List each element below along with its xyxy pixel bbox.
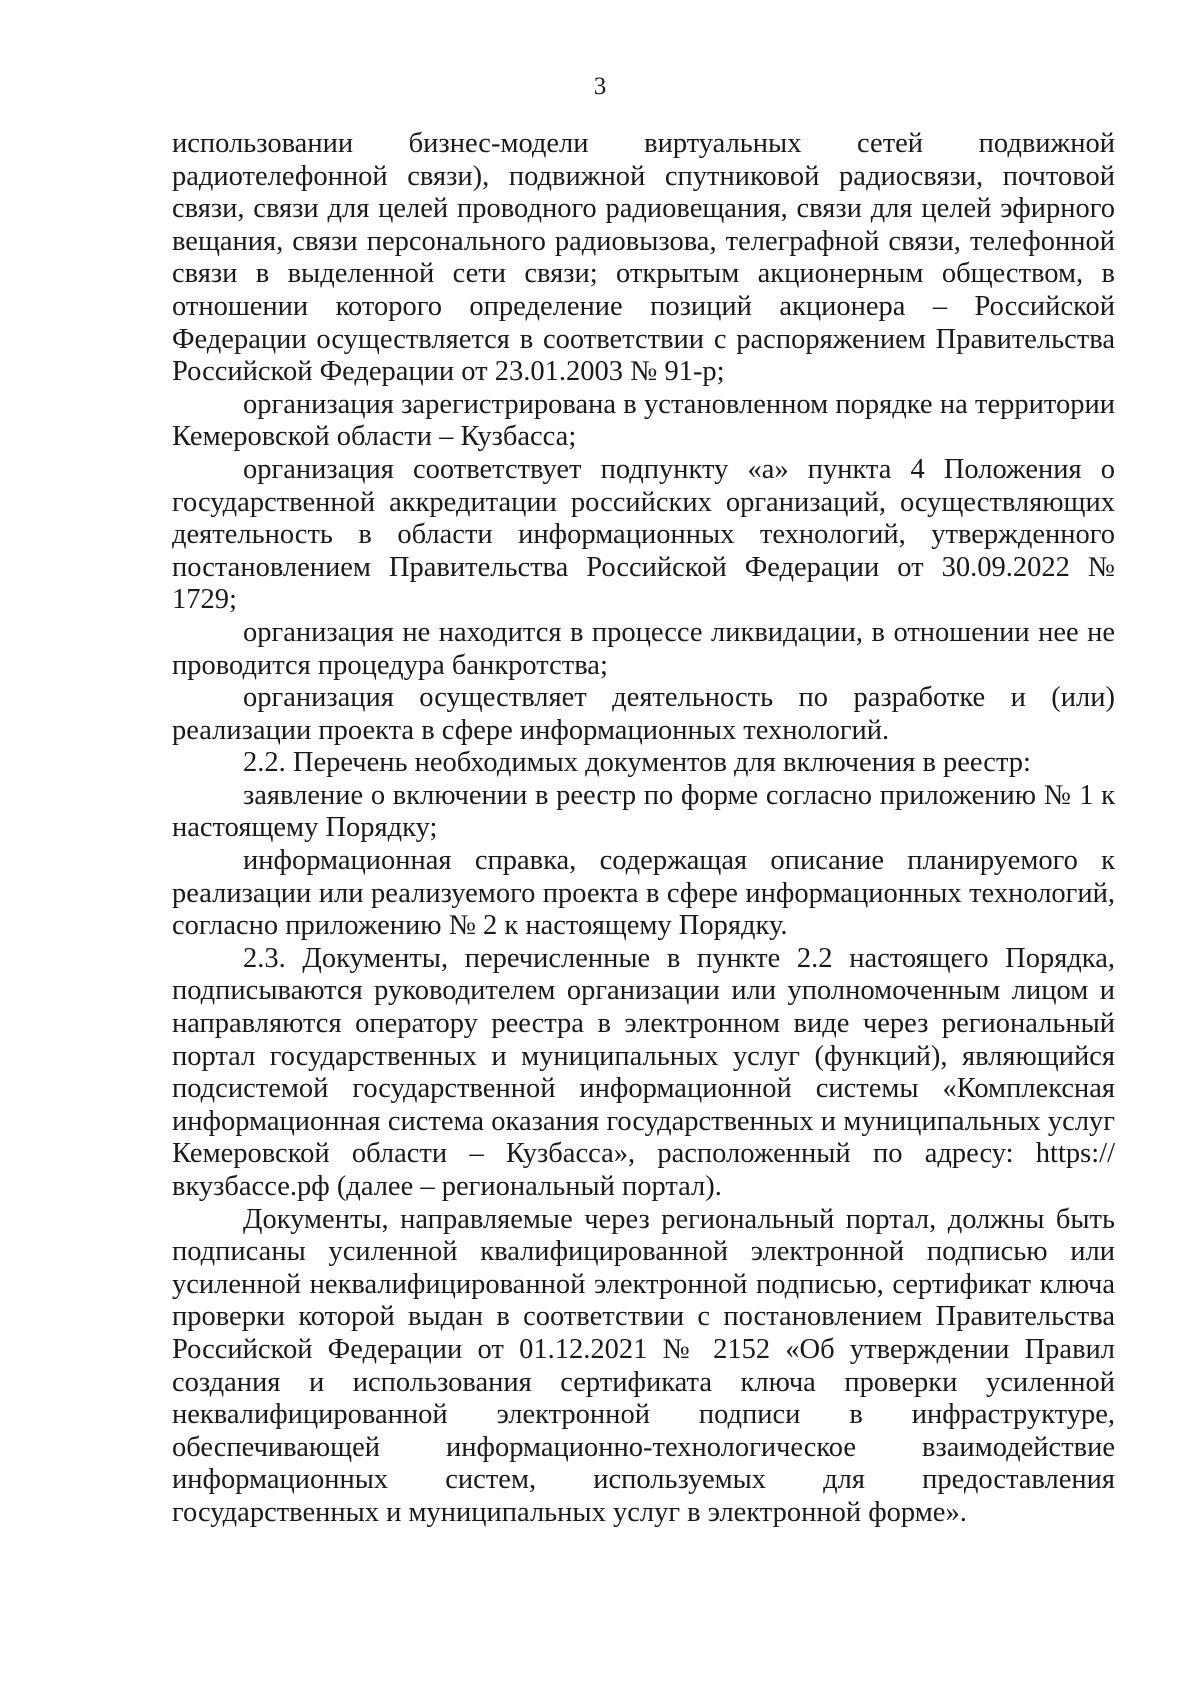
paragraph-registration: организация зарегистрирована в установленном порядке на территории Кемеровской области – Кузбасса; (172, 388, 1115, 453)
paragraph-info-reference: информационная справка, содержащая описание планируемого к реализации или реализуемого проекта в сфере информационных технологий, согласно приложению № 2 к настоящему Порядку. (172, 845, 1115, 942)
paragraph-signature: Документы, направляемые через региональный портал, должны быть подписаны усиленной квалифицированной электронной подписью или усиленной неквалифицированной электронной подписью, сертификат ключа проверки которой выдан в соответствии с постановлением Правительства Российской Федерации от 01.12.2021 № 2152 «Об утверждении Правил создания и использования сертификата ключа проверки усиленной неквалифицированной электронной подписи в инфраструктуре, обеспечивающей информационно-технологическое взаимодействие информационных систем, используемых для предоставления государственных и муниципальных услуг в электронной форме». (172, 1203, 1115, 1528)
paragraph-continuation: использовании бизнес-модели виртуальных сетей подвижной радиотелефонной связи), подвижной спутниковой радиосвязи, почтовой связи, связи для целей проводного радиовещания, связи для целей эфирного вещания, связи персонального радиовызова, телеграфной связи, телефонной связи в выделенной сети связи; открытым акционерным обществом, в отношении которого определение позиций акционера – Российской Федерации осуществляется в соответствии с распоряжением Правительства Российской Федерации от 23.01.2003 № 91-р; (172, 128, 1115, 388)
paragraph-accreditation: организация соответствует подпункту «а» пункта 4 Положения о государственной аккредитации российских организаций, осуществляющих деятельность в области информационных технологий, утвержденного постановлением Правительства Российской Федерации от 30.09.2022 № 1729; (172, 453, 1115, 616)
page-number: 3 (593, 73, 607, 100)
paragraph-liquidation: организация не находится в процессе ликвидации, в отношении нее не проводится процедура банкротства; (172, 616, 1115, 681)
paragraph-section-2-3: 2.3. Документы, перечисленные в пункте 2.2 настоящего Порядка, подписываются руководителем организации или уполномоченным лицом и направляются оператору реестра в электронном виде через региональный портал государственных и муниципальных услуг (функций), являющийся подсистемой государственной информационной системы «Комплексная информационная система оказания государственных и муниципальных услуг Кемеровской области – Кузбасса», расположенный по адресу: https://вкузбассе.рф (далее – региональный портал). (172, 942, 1115, 1202)
paragraph-application: заявление о включении в реестр по форме согласно приложению № 1 к настоящему Порядку; (172, 779, 1115, 844)
paragraph-section-2-2: 2.2. Перечень необходимых документов для включения в реестр: (243, 747, 1031, 779)
paragraph-activity: организация осуществляет деятельность по разработке и (или) реализации проекта в сфере информационных технологий. (172, 682, 1115, 746)
document-body (172, 128, 1115, 1530)
